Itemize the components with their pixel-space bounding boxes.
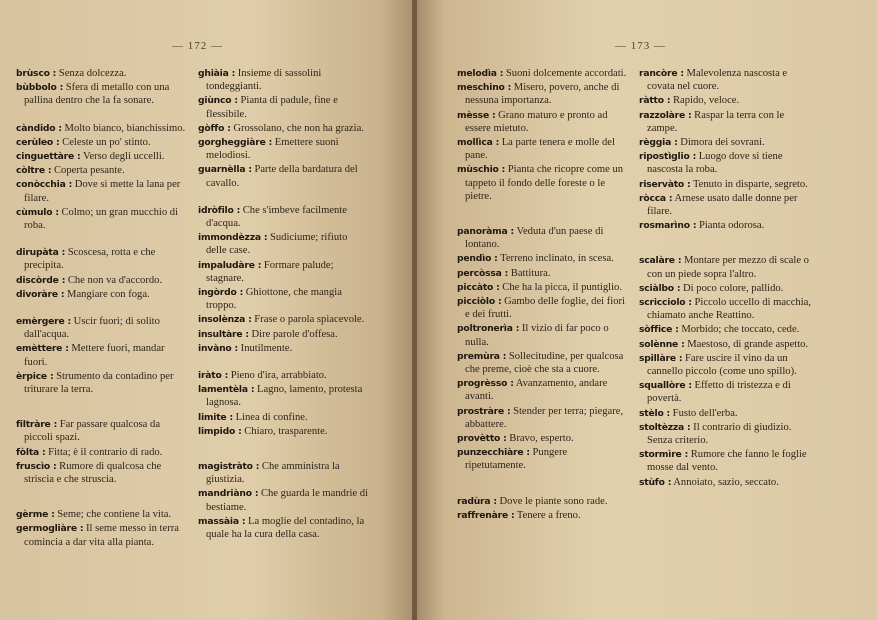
glossary-column	[198, 67, 370, 542]
entry-headword: limite :	[198, 411, 233, 423]
entry-definition: Coperta pesante.	[51, 165, 125, 177]
entry-definition: Molto bianco, bianchissimo.	[61, 122, 186, 134]
entry-headword: sòffice :	[639, 324, 679, 336]
entry-headword: rosmarìno :	[639, 220, 697, 232]
entry-headword: emèttere :	[16, 343, 69, 355]
entry-headword: insultàre :	[198, 328, 249, 340]
entry-definition: Rumore che fanno le foglie mosse dal vento.	[647, 449, 807, 474]
page-number: — 172 —	[172, 40, 223, 52]
page-number: — 173 —	[615, 40, 666, 52]
entry-headword: gorgheggiàre :	[198, 137, 273, 149]
entry-definition: Di poco colore, pallido.	[680, 282, 784, 294]
entry-definition: Effetto di tristezza e di povertà.	[647, 380, 791, 405]
entry-definition: Luogo dove si tiene nascosta la roba.	[647, 151, 783, 176]
entry-definition: Gambo delle foglie, dei fiori e dei frutti.	[465, 296, 625, 321]
glossary-entry	[16, 522, 186, 548]
glossary-entry	[16, 342, 186, 368]
entry-headword: mùschio :	[457, 164, 506, 176]
glossary-entry	[198, 286, 370, 312]
glossary-entry	[198, 259, 370, 285]
entry-definition: Mettere fuori, mandar fuori.	[24, 343, 165, 368]
entry-definition: Fare uscire il vino da un cannello piccolo (come uno spillo).	[647, 352, 797, 378]
glossary-entry	[198, 328, 370, 341]
entry-headword: brùsco :	[16, 68, 57, 79]
glossary-entry	[639, 109, 815, 135]
entry-headword: ròcca :	[639, 192, 673, 204]
entry-headword: scricciolo :	[639, 297, 692, 309]
glossary-entry	[457, 267, 629, 280]
glossary-entry	[198, 515, 370, 541]
entry-definition: Strumento da contadino per triturare la terra.	[24, 370, 174, 396]
entry-definition: Pianta che ricopre come un tappeto il fondo delle foreste o le pietre.	[465, 164, 624, 202]
entry-definition: La parte tenera e molle del pane.	[465, 137, 615, 162]
glossary-entry	[639, 296, 815, 322]
glossary-entry	[457, 350, 629, 376]
entry-definition: Colmo; un gran mucchio di roba.	[24, 206, 179, 232]
glossary-entry	[16, 122, 186, 135]
glossary-entry	[198, 411, 370, 424]
entry-headword: còltre :	[16, 165, 52, 177]
entry-definition: Tenere a freno.	[514, 509, 581, 521]
entry-definition: Pianta odorosa.	[696, 220, 765, 232]
entry-headword: càndido :	[16, 122, 62, 134]
glossary-entry	[457, 295, 629, 321]
glossary-column	[16, 67, 186, 550]
glossary-entry	[198, 94, 370, 120]
entry-headword: impaludàre :	[198, 259, 262, 271]
entry-definition: Pieno d'ira, arrabbiato.	[228, 370, 327, 382]
entry-definition: Annoiato, sazio, seccato.	[671, 476, 779, 488]
entry-headword: discòrde :	[16, 274, 66, 286]
glossary-entry	[639, 219, 815, 232]
entry-headword: fruscìo :	[16, 460, 57, 472]
entry-headword: picciòlo :	[457, 296, 502, 308]
glossary-entry	[198, 163, 370, 189]
entry-definition: Dove si mette la lana per filare.	[24, 179, 181, 204]
entry-definition: Malevolenza nascosta e covata nel cuore.	[647, 68, 788, 93]
entry-headword: panoràma :	[457, 226, 515, 238]
entry-headword: iràto :	[198, 370, 229, 382]
glossary-entry	[639, 421, 815, 447]
entry-headword: divoràre :	[16, 288, 65, 300]
entry-headword: germogliàre :	[16, 523, 84, 535]
glossary-entry	[639, 338, 815, 351]
glossary-entry	[639, 352, 815, 378]
glossary-entry	[198, 67, 370, 93]
entry-definition: Grano maturo e pronto ad essere mietuto.	[465, 109, 608, 134]
glossary-entry	[16, 288, 186, 301]
entry-headword: sciàlbo :	[639, 282, 681, 294]
entry-headword: ghiàia :	[198, 68, 236, 79]
glossary-entry	[457, 509, 629, 522]
entry-definition: Far passare qualcosa da piccoli spazi.	[24, 419, 161, 444]
entry-headword: cinguettàre :	[16, 151, 81, 163]
glossary-entry	[639, 448, 815, 474]
glossary-entry	[639, 407, 815, 420]
entry-definition: Formare palude; stagnare.	[206, 259, 334, 284]
entry-headword: ràtto :	[639, 95, 671, 107]
glossary-entry	[639, 94, 815, 107]
entry-headword: giùnco :	[198, 95, 238, 107]
glossary-entry	[16, 446, 186, 459]
entry-definition: Fusto dell'erba.	[670, 407, 738, 419]
glossary-entry	[457, 67, 629, 80]
entry-headword: dirupàta :	[16, 247, 66, 259]
entry-definition: Grossolano, che non ha grazia.	[230, 122, 364, 134]
entry-definition: Veduta d'un paese di lontano.	[465, 226, 604, 251]
entry-headword: cerùleo :	[16, 136, 60, 148]
entry-definition: Chiaro, trasparente.	[241, 425, 328, 437]
glossary-entry	[16, 370, 186, 396]
entry-headword: massàia :	[198, 515, 246, 527]
entry-headword: solènne :	[639, 338, 685, 350]
entry-definition: Sfera di metallo con una pallina dentro che la fa sonare.	[24, 82, 170, 107]
entry-headword: riservàto :	[639, 178, 691, 190]
entry-definition: Battitura.	[508, 267, 551, 279]
glossary-entry	[457, 281, 629, 294]
glossary-entry	[457, 225, 629, 251]
entry-definition: Lagno, lamento, protesta lagnosa.	[206, 384, 363, 409]
glossary-entry	[198, 313, 370, 326]
entry-headword: raffrenàre :	[457, 509, 515, 521]
glossary-column	[639, 67, 815, 490]
entry-definition: Che amministra la giustizia.	[206, 461, 340, 486]
glossary-entry	[16, 418, 186, 444]
entry-definition: Verso degli uccelli.	[80, 151, 165, 163]
glossary-entry	[639, 67, 815, 93]
entry-definition: Suoni dolcemente accordati.	[503, 68, 627, 79]
glossary-entry	[16, 136, 186, 149]
entry-definition: Parte della bardatura del cavallo.	[206, 164, 358, 189]
glossary-entry	[198, 204, 370, 230]
glossary-entry	[457, 405, 629, 431]
glossary-entry	[16, 150, 186, 163]
entry-headword: mandriàno :	[198, 488, 259, 500]
entry-headword: guarnèlla :	[198, 164, 252, 176]
entry-headword: stoltèzza :	[639, 421, 691, 433]
entry-headword: stùfo :	[639, 476, 672, 488]
entry-headword: ingòrdo :	[198, 287, 244, 299]
entry-headword: stèlo :	[639, 407, 671, 419]
entry-headword: fòlta :	[16, 446, 46, 458]
glossary-entry	[16, 246, 186, 272]
glossary-entry	[457, 109, 629, 135]
glossary-entry	[16, 178, 186, 204]
entry-definition: Piccolo uccello di macchia, chiamato anche Reattino.	[647, 297, 812, 322]
glossary-entry	[639, 192, 815, 218]
entry-definition: Stender per terra; piegare, abbattere.	[465, 405, 624, 430]
glossary-entry	[16, 164, 186, 177]
glossary-entry	[198, 122, 370, 135]
entry-definition: Sollecitudine, per qualcosa che preme, cioè che sta a cuore.	[465, 350, 624, 376]
glossary-entry	[457, 163, 629, 203]
entry-headword: emèrgere :	[16, 316, 72, 328]
entry-definition: Inutilmente.	[238, 342, 293, 354]
entry-definition: Linea di confine.	[232, 411, 308, 423]
entry-headword: idròfilo :	[198, 204, 241, 216]
entry-headword: prostràre :	[457, 405, 511, 417]
glossary-entry	[639, 254, 815, 280]
entry-headword: scalàre :	[639, 255, 682, 267]
glossary-entry	[198, 487, 370, 513]
entry-definition: Celeste un po' stinto.	[59, 136, 151, 148]
glossary-entry	[639, 476, 815, 489]
entry-headword: stormìre :	[639, 449, 689, 461]
entry-headword: ripostìglio :	[639, 151, 697, 163]
glossary-entry	[198, 231, 370, 257]
glossary-entry	[198, 425, 370, 438]
entry-definition: Senza dolcezza.	[56, 68, 127, 79]
entry-headword: insolènza :	[198, 314, 252, 326]
entry-headword: règgia :	[639, 137, 678, 149]
entry-definition: Uscir fuori; di solito dall'acqua.	[24, 316, 160, 341]
entry-definition: Il contrario di giudizio. Senza criterio.	[647, 421, 792, 447]
entry-headword: mèsse :	[457, 109, 496, 121]
glossary-entry	[16, 315, 186, 341]
glossary-entry	[198, 369, 370, 382]
glossary-entry	[457, 136, 629, 162]
entry-definition: Montare per mezzo di scale o con un piede sopra l'altro.	[647, 255, 809, 280]
entry-definition: Morbido; che toccato, cede.	[678, 324, 800, 336]
entry-definition: Che s'imbeve facilmente d'acqua.	[206, 204, 347, 230]
entry-definition: Rapido, veloce.	[670, 95, 740, 107]
glossary-entry	[457, 446, 629, 472]
glossary-entry	[16, 81, 186, 107]
glossary-entry	[16, 508, 186, 521]
entry-definition: Dire parole d'offesa.	[248, 328, 338, 340]
glossary-entry	[16, 206, 186, 232]
glossary-entry	[457, 377, 629, 403]
entry-definition: Tenuto in disparte, segreto.	[690, 178, 808, 190]
entry-definition: Insieme di sassolini tondeggianti.	[206, 68, 322, 93]
right-page	[417, 0, 877, 620]
entry-headword: cùmulo :	[16, 206, 59, 218]
glossary-entry	[639, 379, 815, 405]
glossary-entry	[639, 282, 815, 295]
entry-headword: limpido :	[198, 425, 242, 437]
glossary-entry	[16, 274, 186, 287]
entry-headword: provètto :	[457, 433, 507, 445]
entry-headword: gèrme :	[16, 509, 55, 521]
glossary-entry	[639, 178, 815, 191]
entry-headword: filtràre :	[16, 419, 58, 431]
entry-definition: Scoscesa, rotta e che precipita.	[24, 247, 156, 272]
entry-headword: bùbbolo :	[16, 82, 64, 94]
entry-definition: Maestoso, di grande aspetto.	[684, 338, 809, 350]
entry-definition: Avanzamento, andare avanti.	[465, 378, 608, 403]
entry-definition: Bravo, esperto.	[506, 433, 574, 445]
entry-definition: Rumore di qualcosa che striscia e che struscia.	[24, 460, 162, 486]
entry-headword: gòffo :	[198, 122, 231, 134]
glossary-entry	[639, 323, 815, 336]
entry-headword: magistràto :	[198, 461, 260, 473]
entry-definition: Misero, povero, anche di nessuna importanza.	[465, 82, 620, 107]
entry-headword: premùra :	[457, 350, 507, 362]
entry-headword: mollìca :	[457, 137, 500, 149]
entry-definition: Il vizio di far poco o nulla.	[465, 323, 609, 348]
entry-definition: Mangiare con foga.	[64, 288, 150, 300]
entry-headword: spillàre :	[639, 352, 683, 364]
entry-definition: Terreno inclinato, in scesa.	[497, 253, 614, 265]
glossary-entry	[16, 67, 186, 80]
entry-headword: lamentèla :	[198, 384, 255, 396]
entry-definition: Che ha la picca, il puntiglio.	[499, 281, 622, 293]
entry-definition: Dove le piante sono rade.	[496, 495, 608, 507]
entry-headword: razzolàre :	[639, 109, 692, 121]
glossary-entry	[198, 460, 370, 486]
entry-headword: immondèzza :	[198, 232, 268, 244]
left-page	[0, 0, 414, 620]
entry-definition: Arnese usato dalle donne per filare.	[647, 192, 798, 218]
entry-definition: Pungere ripetutamente.	[465, 447, 568, 472]
entry-definition: Emettere suoni melodiosi.	[206, 137, 339, 162]
entry-definition: Ghiottone, che mangia troppo.	[206, 287, 342, 312]
entry-definition: Seme; che contiene la vita.	[54, 509, 172, 521]
entry-headword: piccàto :	[457, 281, 500, 293]
entry-headword: progrèsso :	[457, 378, 514, 390]
glossary-column	[457, 67, 629, 523]
entry-headword: meschino :	[457, 82, 512, 94]
entry-headword: poltronerìa :	[457, 323, 520, 335]
entry-headword: melodìa :	[457, 68, 504, 79]
glossary-entry	[457, 81, 629, 107]
glossary-entry	[198, 383, 370, 409]
entry-definition: Frase o parola spiacevole.	[251, 314, 365, 326]
glossary-entry	[639, 136, 815, 149]
entry-definition: Pianta di padule, fine e flessibile.	[206, 95, 338, 120]
entry-headword: radùra :	[457, 495, 497, 507]
entry-headword: punzecchiàre :	[457, 447, 530, 459]
entry-definition: Sudiciume; rifiuto delle case.	[206, 232, 348, 257]
glossary-entry	[457, 432, 629, 445]
glossary-entry	[457, 252, 629, 265]
glossary-entry	[16, 460, 186, 486]
entry-definition: Che guarda le mandrie di bestiame.	[206, 488, 369, 513]
entry-definition: Che non va d'accordo.	[65, 274, 163, 286]
entry-headword: conòcchia :	[16, 179, 73, 191]
entry-definition: Fitta; è il contrario di rado.	[45, 446, 163, 458]
glossary-entry	[457, 322, 629, 348]
entry-definition: Dimora dei sovrani.	[677, 137, 765, 149]
entry-headword: pendìo :	[457, 253, 498, 265]
glossary-entry	[457, 495, 629, 508]
entry-definition: Il seme messo in terra comincia a dar vita alla pianta.	[24, 523, 179, 548]
entry-headword: invàno :	[198, 342, 239, 354]
entry-definition: Raspar la terra con le zampe.	[647, 109, 785, 134]
entry-headword: percòssa :	[457, 267, 509, 279]
entry-headword: èrpice :	[16, 370, 54, 382]
entry-headword: squallòre :	[639, 380, 692, 392]
glossary-entry	[198, 136, 370, 162]
glossary-entry	[198, 342, 370, 355]
entry-headword: rancòre :	[639, 68, 684, 79]
glossary-entry	[639, 150, 815, 176]
entry-definition: La moglie del contadino, la quale ha la cura della casa.	[206, 515, 365, 541]
